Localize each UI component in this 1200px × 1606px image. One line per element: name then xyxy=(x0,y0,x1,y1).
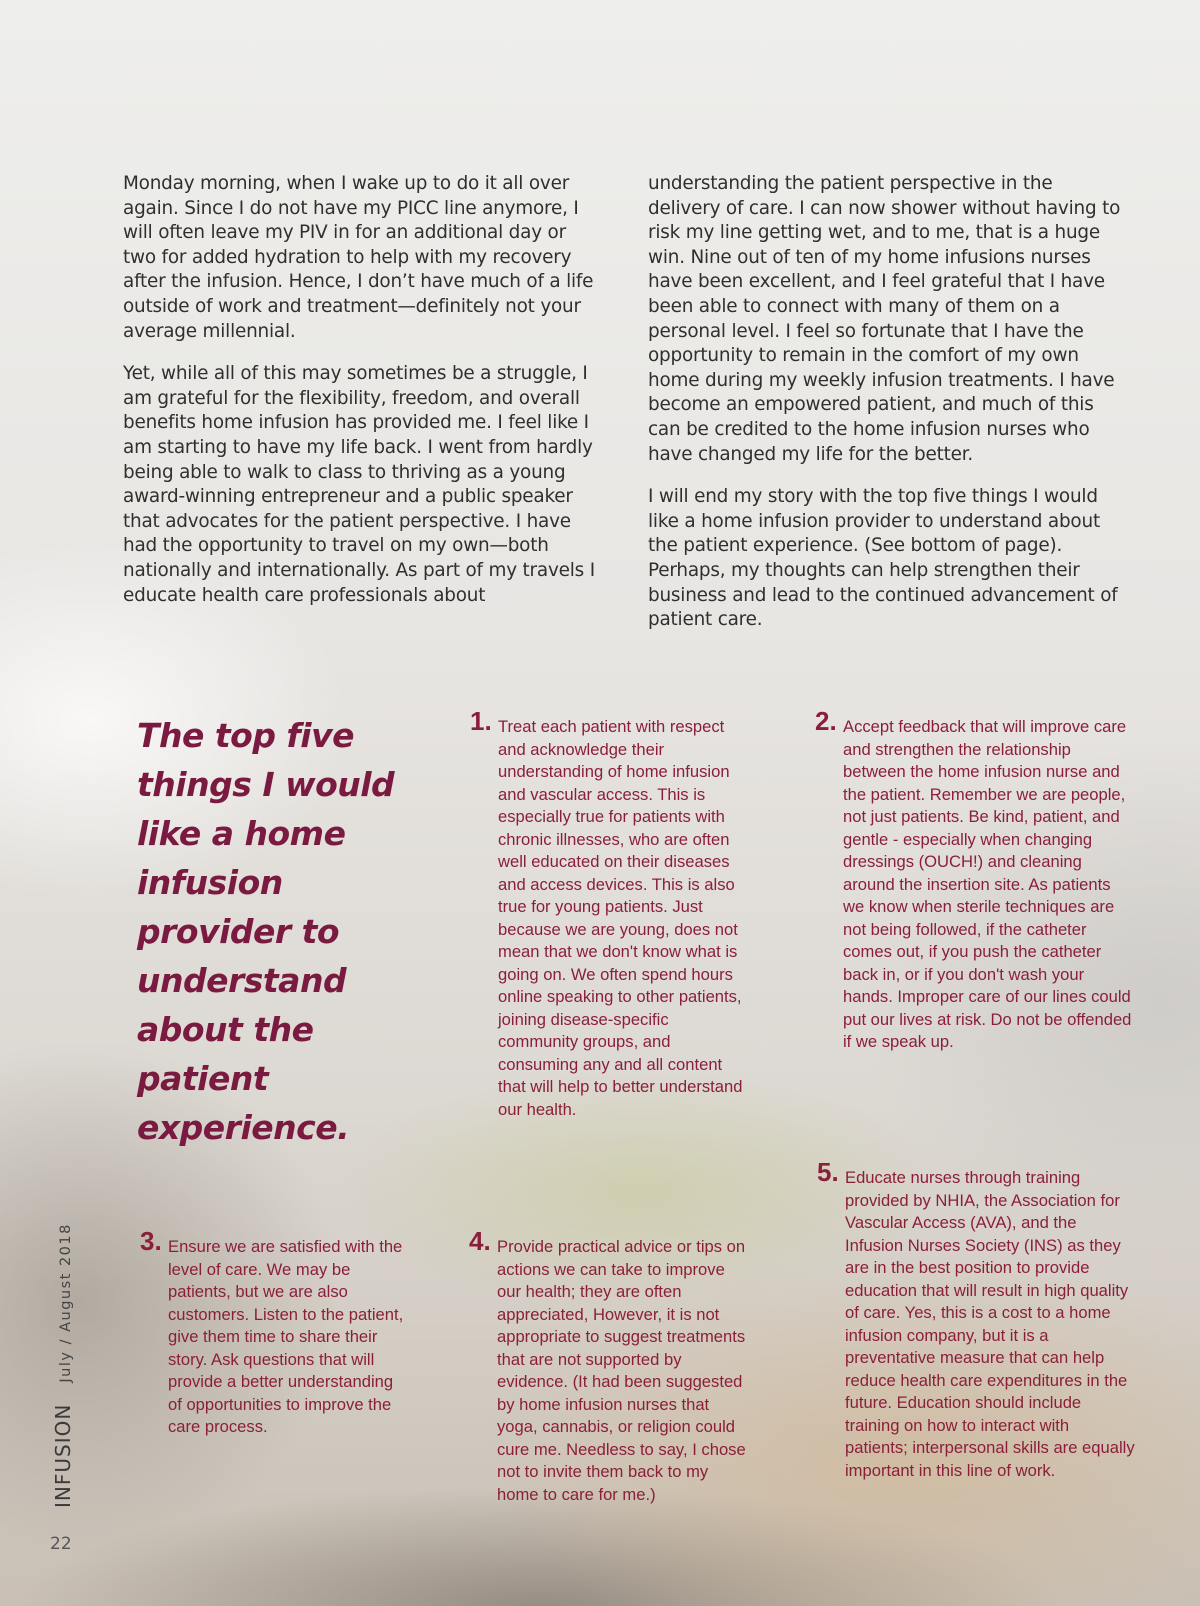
tip-text: Accept feedback that will improve care and strengthen the relationship between the home infusion nurse and the patient. Remember we are people, not just patients. Be kind, patient, and gentle - especially when changing dressings (OUCH!) and cleaning around the insertion site. As patients we know when sterile techniques are not being followed, if the catheter comes out, if you push the catheter back in, or if you don't wash your hands. Improper care of our lines could put our lives at risk. Do not be offended if we speak up. xyxy=(843,717,1132,1051)
tip-number: 4. xyxy=(469,1226,491,1256)
tip-item-1 xyxy=(470,706,748,1121)
article-paragraph: Yet, while all of this may sometimes be a struggle, I am grateful for the flexibility, freedom, and overall benefits home infusion has provided me. I feel like I am starting to have my life back. I went from hardly being able to walk to class to thriving as a young award-winning entrepreneur and a public speaker that advocates for the patient perspective. I have had the opportunity to travel on my own—both nationally and internationally. As part of my travels I educate health care professionals about xyxy=(123,363,595,606)
tip-text: Treat each patient with respect and acknowledge their understanding of home infusion and vascular access. This is especially true for patients with chronic illnesses, who are often well educated on their diseases and access devices. This is also true for young patients. Just because we are young, does not mean that we don't know what is going on. We often spend hours online speaking to other patients, joining disease-specific community groups, and consuming any and all content that will help to better understand our health. xyxy=(498,717,743,1119)
tip-item-2 xyxy=(815,706,1133,1054)
tip-number: 1. xyxy=(470,706,492,736)
article-paragraph: I will end my story with the top five things I would like a home infusion provider to understand about the patient experience. (See bottom of page). Perhaps, my thoughts can help strengthen their business and lead to the continued advancement of patient care. xyxy=(648,486,1118,631)
page-number: 22 xyxy=(50,1534,72,1554)
article-paragraph: Monday morning, when I wake up to do it all over again. Since I do not have my PICC line anymore, I will often leave my PIV in for an additional day or two for added hydration to help with my recovery after the infusion. Hence, I don’t have much of a life outside of work and treatment—definitely not your average millennial. xyxy=(123,173,594,342)
callout-heading: The top five things I would like a home infusion provider to understand about the patient experience. xyxy=(137,716,395,1147)
tip-item-4 xyxy=(469,1226,747,1506)
issue-date: July / August 2018 xyxy=(58,1223,74,1383)
tip-item-3 xyxy=(140,1226,408,1439)
magazine-side-label xyxy=(51,1223,75,1508)
tip-number: 2. xyxy=(815,706,837,736)
tip-text: Educate nurses through training provided by NHIA, the Association for Vascular Access (AVA), and the Infusion Nurses Society (INS) as they are in the best position to provide education that will result in high quality of care. Yes, this is a cost to a home infusion company, but it is a preventative measure that can help reduce health care expenditures in the future. Education should include training on how to interact with patients; interpersonal skills are equally important in this line of work. xyxy=(845,1168,1135,1480)
tip-text: Provide practical advice or tips on actions we can take to improve our health; they are often appreciated, However, it is not appropriate to suggest treatments that are not supported by evidence. (It had been suggested by home infusion nurses that yoga, cannabis, or religion could cure me. Needless to say, I chose not to invite them back to my home to care for me.) xyxy=(497,1237,746,1504)
tip-number: 5. xyxy=(817,1157,839,1187)
article-column-left xyxy=(123,172,601,626)
tip-text: Ensure we are satisfied with the level of care. We may be patients, but we are also customers. Listen to the patient, give them time to share their story. Ask questions that will provide a better understanding of opportunities to improve the care process. xyxy=(168,1237,404,1436)
tip-number: 3. xyxy=(140,1226,162,1256)
article-paragraph: understanding the patient perspective in the delivery of care. I can now shower without having to risk my line getting wet, and to me, that is a huge win. Nine out of ten of my home infusions nurses have been excellent, and I feel grateful that I have been able to connect with many of them on a personal level. I feel so fortunate that I have the opportunity to remain in the comfort of my own home during my weekly infusion treatments. I have become an empowered patient, and much of this can be credited to the home infusion nurses who have changed my life for the better. xyxy=(648,173,1121,465)
article-column-right xyxy=(648,172,1126,651)
tip-item-5 xyxy=(817,1157,1135,1482)
magazine-brand: INFUSION xyxy=(51,1403,75,1508)
